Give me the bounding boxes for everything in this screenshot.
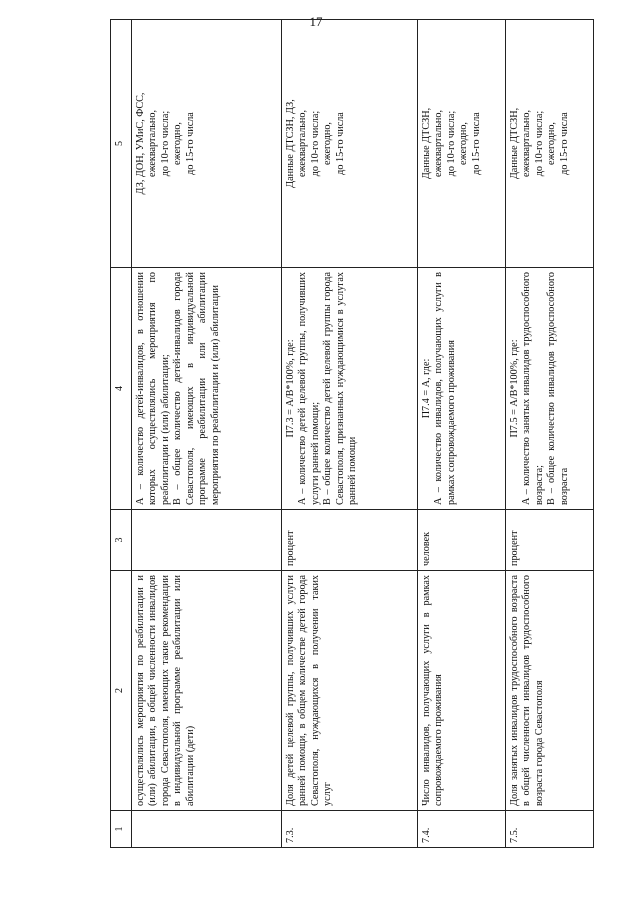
source-line: ежеквартально,	[297, 109, 309, 178]
row-number	[132, 811, 282, 848]
table-header-row	[111, 20, 132, 848]
formula	[506, 268, 594, 510]
indicator-table	[110, 19, 594, 848]
header-col-1: 1	[111, 811, 132, 848]
source-line: до 15-го числа	[470, 112, 482, 175]
source-line: ежегодно,	[322, 122, 334, 165]
formula-line: П7.4 = А, где:	[421, 358, 432, 419]
row-number: 7.3.	[282, 811, 418, 848]
source-line: ежегодно,	[458, 122, 470, 165]
formula-line: А – количество детей-инвалидов, в отношении которых осуществлялись мероприятия по реабилитации и (или) абилитации;	[135, 272, 171, 505]
formula-line: П7.3 = А/В*100%, где:	[285, 339, 296, 438]
row-number: 7.5.	[506, 811, 594, 848]
source-line: Данные ДТСЗН, ДЗ,	[285, 99, 296, 188]
source-line: Данные ДТСЗН,	[509, 107, 520, 180]
header-col-2: 2	[111, 571, 132, 811]
formula	[282, 268, 418, 510]
source-line: ежегодно,	[172, 122, 184, 165]
data-source	[282, 20, 418, 268]
source-line: ежегодно,	[546, 122, 558, 165]
formula	[418, 268, 506, 510]
source-line: до 10-го числа;	[159, 110, 171, 177]
indicator-name: осуществлялись мероприятия по реабилитации и (или) абилитации, в общей численности инвалидов города Севастополя, имеющих такие рекомендации в индивидуальной программе реабилитации или абилитации (дети)	[132, 571, 282, 811]
data-source	[506, 20, 594, 268]
formula-line: В – общее количество детей-инвалидов города Севастополя, имеющих в индивидуальной программе реабилитации или абилитации мероприятия по реабилитации и (или) абилитации	[172, 272, 221, 505]
source-line: до 15-го числа	[558, 112, 570, 175]
formula-line: А – количество детей целевой группы, получивших услуги ранней помощи;	[297, 272, 321, 505]
source-line: до 10-го числа;	[445, 110, 457, 177]
formula-line: А – количество занятых инвалидов трудоспособного возраста;	[521, 272, 545, 505]
data-source	[132, 20, 282, 268]
source-line: до 10-го числа;	[309, 110, 321, 177]
row-number: 7.4.	[418, 811, 506, 848]
table-row	[132, 20, 282, 848]
source-line: ежеквартально,	[433, 109, 445, 178]
formula-line: В – общее количество инвалидов трудоспособного возраста	[546, 272, 570, 505]
table-row	[282, 20, 418, 848]
unit: человек	[418, 510, 506, 571]
source-line: ежеквартально,	[521, 109, 533, 178]
header-col-4: 4	[111, 268, 132, 510]
header-col-5: 5	[111, 20, 132, 268]
data-source	[418, 20, 506, 268]
formula-line: А – количество инвалидов, получающих услуги в рамках сопровождаемого проживания	[433, 272, 457, 505]
source-line: до 15-го числа	[334, 112, 346, 175]
indicator-table-rotated	[110, 65, 594, 848]
unit: процент	[506, 510, 594, 571]
table-row	[506, 20, 594, 848]
unit: процент	[282, 510, 418, 571]
source-line: до 15-го числа	[184, 112, 196, 175]
indicator-name: Число инвалидов, получающих услуги в рамках сопровождаемого проживания	[418, 571, 506, 811]
source-line: Данные ДТСЗН,	[421, 107, 432, 180]
page-number: 17	[309, 14, 323, 29]
header-col-3: 3	[111, 510, 132, 571]
source-line: до 10-го числа;	[533, 110, 545, 177]
formula	[132, 268, 282, 510]
indicator-name: Доля занятых инвалидов трудоспособного возраста в общей численности инвалидов трудоспособного возраста города Севастополя	[506, 571, 594, 811]
source-line: ежеквартально,	[147, 109, 159, 178]
formula-line: П7.5 = А/В*100%, где:	[509, 339, 520, 438]
table-row	[418, 20, 506, 848]
indicator-name: Доля детей целевой группы, получивших услуги ранней помощи, в общем количестве детей города Севастополя, нуждающихся в получении таких услуг	[282, 571, 418, 811]
unit	[132, 510, 282, 571]
source-line: ДЗ, ДОН, УМиС, ФСС,	[135, 92, 146, 195]
formula-line: В – общее количество детей целевой группы города Севастополя, признанных нуждающимися в услугах ранней помощи	[322, 272, 359, 505]
